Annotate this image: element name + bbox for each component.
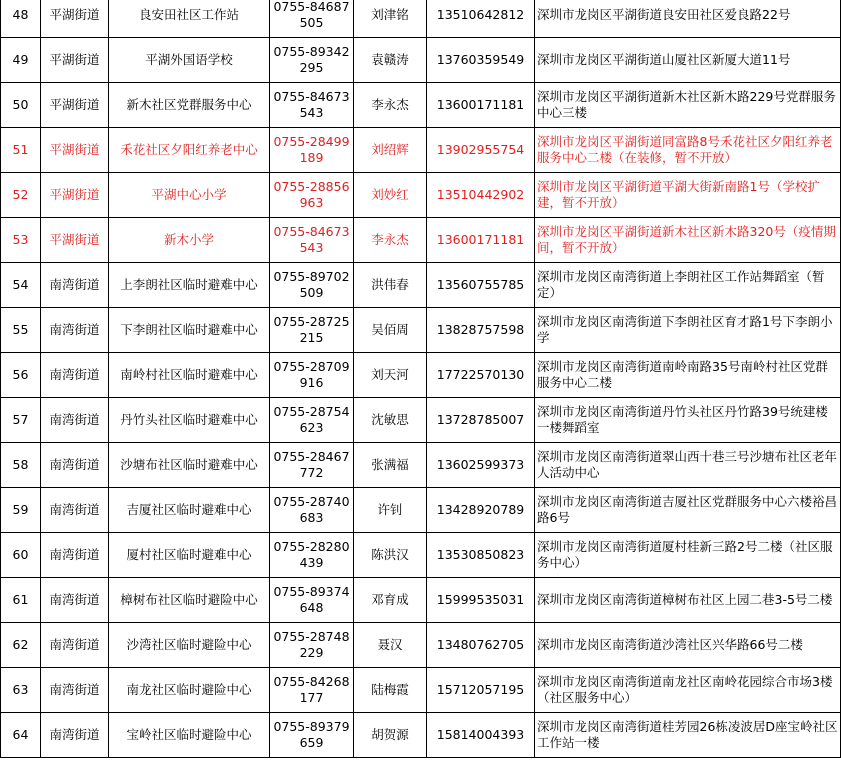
mobile-cell: 13760359549	[427, 38, 535, 83]
contact-person-cell: 刘津铭	[354, 0, 427, 38]
telephone-cell: 0755-84673543	[270, 83, 354, 128]
site-name-cell: 下李朗社区临时避难中心	[109, 308, 270, 353]
street-cell: 平湖街道	[41, 83, 109, 128]
site-name-cell: 吉厦社区临时避难中心	[109, 488, 270, 533]
row-number: 56	[1, 353, 41, 398]
row-number: 49	[1, 38, 41, 83]
mobile-cell: 13600171181	[427, 83, 535, 128]
contact-person-cell: 袁赣涛	[354, 38, 427, 83]
table-row	[1, 218, 841, 263]
telephone-cell: 0755-28856963	[270, 173, 354, 218]
row-number: 50	[1, 83, 41, 128]
address-cell: 深圳市龙岗区南湾街道厦村桂新三路2号二楼（社区服务中心）	[535, 533, 841, 578]
mobile-cell: 15814004393	[427, 713, 535, 758]
telephone-cell: 0755-84268177	[270, 668, 354, 713]
site-name-cell: 南岭村社区临时避难中心	[109, 353, 270, 398]
table-row	[1, 263, 841, 308]
telephone-cell: 0755-84687505	[270, 0, 354, 38]
address-cell: 深圳市龙岗区平湖街道良安田社区爱良路22号	[535, 0, 841, 38]
address-cell: 深圳市龙岗区南湾街道下李朗社区育才路1号下李朗小学	[535, 308, 841, 353]
contact-person-cell: 张满福	[354, 443, 427, 488]
table-row	[1, 623, 841, 668]
site-name-cell: 丹竹头社区临时避难中心	[109, 398, 270, 443]
street-cell: 南湾街道	[41, 533, 109, 578]
street-cell: 南湾街道	[41, 668, 109, 713]
site-name-cell: 上李朗社区临时避难中心	[109, 263, 270, 308]
site-name-cell: 良安田社区工作站	[109, 0, 270, 38]
row-number: 61	[1, 578, 41, 623]
street-cell: 南湾街道	[41, 488, 109, 533]
telephone-cell: 0755-28725215	[270, 308, 354, 353]
address-cell: 深圳市龙岗区平湖街道山厦社区新厦大道11号	[535, 38, 841, 83]
street-cell: 南湾街道	[41, 443, 109, 488]
site-name-cell: 厦村社区临时避难中心	[109, 533, 270, 578]
table-body	[1, 0, 841, 758]
contact-person-cell: 刘绍辉	[354, 128, 427, 173]
site-name-cell: 平湖中心小学	[109, 173, 270, 218]
row-number: 57	[1, 398, 41, 443]
row-number: 62	[1, 623, 41, 668]
contact-person-cell: 刘妙红	[354, 173, 427, 218]
street-cell: 南湾街道	[41, 263, 109, 308]
telephone-cell: 0755-28740683	[270, 488, 354, 533]
street-cell: 平湖街道	[41, 0, 109, 38]
row-number: 63	[1, 668, 41, 713]
site-name-cell: 南龙社区临时避险中心	[109, 668, 270, 713]
contact-person-cell: 吴佰周	[354, 308, 427, 353]
mobile-cell: 13428920789	[427, 488, 535, 533]
mobile-cell: 15712057195	[427, 668, 535, 713]
address-cell: 深圳市龙岗区平湖街道新木社区新木路320号（疫情期间，暂不开放）	[535, 218, 841, 263]
mobile-cell: 13902955754	[427, 128, 535, 173]
row-number: 52	[1, 173, 41, 218]
row-number: 51	[1, 128, 41, 173]
site-name-cell: 新木社区党群服务中心	[109, 83, 270, 128]
contact-person-cell: 胡贺源	[354, 713, 427, 758]
telephone-cell: 0755-89702509	[270, 263, 354, 308]
row-number: 60	[1, 533, 41, 578]
contact-person-cell: 李永杰	[354, 83, 427, 128]
telephone-cell: 0755-84673543	[270, 218, 354, 263]
mobile-cell: 13480762705	[427, 623, 535, 668]
contact-person-cell: 许钊	[354, 488, 427, 533]
table-row	[1, 128, 841, 173]
contact-person-cell: 陈洪汉	[354, 533, 427, 578]
street-cell: 南湾街道	[41, 623, 109, 668]
mobile-cell: 13600171181	[427, 218, 535, 263]
row-number: 53	[1, 218, 41, 263]
telephone-cell: 0755-28499189	[270, 128, 354, 173]
table-row	[1, 0, 841, 38]
site-name-cell: 禾花社区夕阳红养老中心	[109, 128, 270, 173]
telephone-cell: 0755-89374648	[270, 578, 354, 623]
mobile-cell: 13530850823	[427, 533, 535, 578]
address-cell: 深圳市龙岗区南湾街道吉厦社区党群服务中心六楼裕昌路6号	[535, 488, 841, 533]
address-cell: 深圳市龙岗区南湾街道南岭南路35号南岭村社区党群服务中心二楼	[535, 353, 841, 398]
row-number: 58	[1, 443, 41, 488]
address-cell: 深圳市龙岗区南湾街道翠山西十巷三号沙塘布社区老年人活动中心	[535, 443, 841, 488]
table-row	[1, 398, 841, 443]
telephone-cell: 0755-28754623	[270, 398, 354, 443]
table-row	[1, 38, 841, 83]
street-cell: 南湾街道	[41, 578, 109, 623]
address-cell: 深圳市龙岗区南湾街道南龙社区南岭花园综合市场3楼（社区服务中心）	[535, 668, 841, 713]
table-row	[1, 173, 841, 218]
telephone-cell: 0755-89379659	[270, 713, 354, 758]
row-number: 48	[1, 0, 41, 38]
mobile-cell: 13510442902	[427, 173, 535, 218]
contact-person-cell: 沈敏思	[354, 398, 427, 443]
table-row	[1, 713, 841, 758]
street-cell: 平湖街道	[41, 173, 109, 218]
contact-person-cell: 刘天河	[354, 353, 427, 398]
telephone-cell: 0755-28467772	[270, 443, 354, 488]
row-number: 55	[1, 308, 41, 353]
table-row	[1, 578, 841, 623]
table-row	[1, 83, 841, 128]
mobile-cell: 13560755785	[427, 263, 535, 308]
site-name-cell: 平湖外国语学校	[109, 38, 270, 83]
address-cell: 深圳市龙岗区南湾街道桂芳园26栋凌波居D座宝岭社区工作站一楼	[535, 713, 841, 758]
row-number: 59	[1, 488, 41, 533]
site-name-cell: 沙塘布社区临时避难中心	[109, 443, 270, 488]
street-cell: 平湖街道	[41, 218, 109, 263]
address-cell: 深圳市龙岗区南湾街道樟树布社区上园二巷3-5号二楼	[535, 578, 841, 623]
table-row	[1, 308, 841, 353]
address-cell: 深圳市龙岗区南湾街道丹竹头社区丹竹路39号统建楼一楼舞蹈室	[535, 398, 841, 443]
street-cell: 南湾街道	[41, 353, 109, 398]
telephone-cell: 0755-28280439	[270, 533, 354, 578]
row-number: 64	[1, 713, 41, 758]
address-cell: 深圳市龙岗区南湾街道沙湾社区兴华路66号二楼	[535, 623, 841, 668]
telephone-cell: 0755-28709916	[270, 353, 354, 398]
contact-person-cell: 李永杰	[354, 218, 427, 263]
address-cell: 深圳市龙岗区平湖街道同富路8号禾花社区夕阳红养老服务中心二楼（在装修，暂不开放）	[535, 128, 841, 173]
table-row	[1, 443, 841, 488]
contact-person-cell: 邓育成	[354, 578, 427, 623]
contact-person-cell: 陆梅霞	[354, 668, 427, 713]
mobile-cell: 13602599373	[427, 443, 535, 488]
table-row	[1, 488, 841, 533]
table-row	[1, 533, 841, 578]
contact-person-cell: 洪伟春	[354, 263, 427, 308]
street-cell: 平湖街道	[41, 128, 109, 173]
address-cell: 深圳市龙岗区南湾街道上李朗社区工作站舞蹈室（暂定）	[535, 263, 841, 308]
row-number: 54	[1, 263, 41, 308]
site-name-cell: 沙湾社区临时避险中心	[109, 623, 270, 668]
telephone-cell: 0755-28748229	[270, 623, 354, 668]
address-cell: 深圳市龙岗区平湖街道平湖大街新南路1号（学校扩建，暂不开放）	[535, 173, 841, 218]
site-name-cell: 宝岭社区临时避险中心	[109, 713, 270, 758]
street-cell: 平湖街道	[41, 38, 109, 83]
street-cell: 南湾街道	[41, 713, 109, 758]
street-cell: 南湾街道	[41, 308, 109, 353]
site-name-cell: 樟树布社区临时避险中心	[109, 578, 270, 623]
mobile-cell: 13510642812	[427, 0, 535, 38]
mobile-cell: 13828757598	[427, 308, 535, 353]
telephone-cell: 0755-89342295	[270, 38, 354, 83]
site-name-cell: 新木小学	[109, 218, 270, 263]
mobile-cell: 15999535031	[427, 578, 535, 623]
table-row	[1, 353, 841, 398]
street-cell: 南湾街道	[41, 398, 109, 443]
table-row	[1, 668, 841, 713]
mobile-cell: 13728785007	[427, 398, 535, 443]
mobile-cell: 17722570130	[427, 353, 535, 398]
contact-person-cell: 聂汉	[354, 623, 427, 668]
address-cell: 深圳市龙岗区平湖街道新木社区新木路229号党群服务中心三楼	[535, 83, 841, 128]
